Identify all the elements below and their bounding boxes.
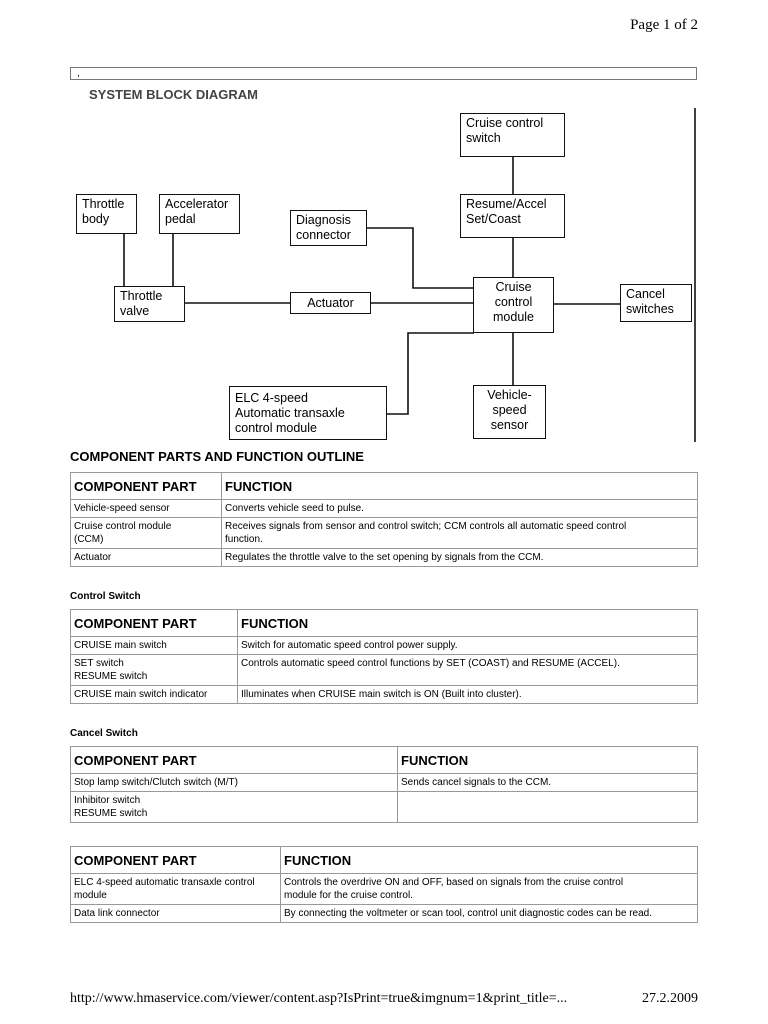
column-header: COMPONENT PART [71,473,222,500]
function-cell: Sends cancel signals to the CCM. [398,774,698,792]
footer-date: 27.2.2009 [642,991,698,1006]
column-header: COMPONENT PART [71,610,238,637]
component-cell: SET switch RESUME switch [71,655,238,686]
component-table-transaxle [70,846,698,923]
table-row [71,874,698,905]
section-title: COMPONENT PARTS AND FUNCTION OUTLINE [70,449,364,464]
function-cell: Controls automatic speed control functions by SET (COAST) and RESUME (ACCEL). [238,655,698,686]
function-cell: Controls the overdrive ON and OFF, based on signals from the cruise control module for the cruise control. [281,874,698,905]
connector-diagnosis-to-ccm [366,228,474,288]
table-header-row [71,747,698,774]
component-table-control-switch [70,609,698,704]
block-resume-accel: Resume/Accel Set/Coast [460,194,565,238]
subtitle-control-switch: Control Switch [70,591,141,602]
table-row [71,792,698,823]
block-accelerator-pedal: Accelerator pedal [159,194,240,234]
diagram-title: SYSTEM BLOCK DIAGRAM [89,87,258,102]
column-header: COMPONENT PART [71,847,281,874]
table-row [71,500,698,518]
table-row [71,655,698,686]
table-row [71,905,698,923]
component-table-main [70,472,698,567]
table-row [71,637,698,655]
component-cell: Vehicle-speed sensor [71,500,222,518]
block-actuator: Actuator [290,292,371,314]
function-cell: Converts vehicle seed to pulse. [222,500,698,518]
subtitle-cancel-switch: Cancel Switch [70,728,138,739]
component-cell: CRUISE main switch [71,637,238,655]
block-vehicle-speed-sensor: Vehicle- speed sensor [473,385,546,439]
function-cell: By connecting the voltmeter or scan tool, control unit diagnostic codes can be read. [281,905,698,923]
table-row [71,686,698,704]
table-row [71,549,698,567]
function-cell: Switch for automatic speed control power supply. [238,637,698,655]
connector-elc-to-ccm [386,333,474,414]
table-header-row [71,473,698,500]
component-cell: Inhibitor switch RESUME switch [71,792,398,823]
block-throttle-body: Throttle body [76,194,137,234]
table-row [71,518,698,549]
component-table-cancel-switch [70,746,698,823]
function-cell: Regulates the throttle valve to the set opening by signals from the CCM. [222,549,698,567]
table-row [71,774,698,792]
component-cell: CRUISE main switch indicator [71,686,238,704]
footer-url: http://www.hmaservice.com/viewer/content.asp?IsPrint=true&imgnum=1&print_title=... [70,991,568,1006]
function-cell: Illuminates when CRUISE main switch is ON (Built into cluster). [238,686,698,704]
table-header-row [71,610,698,637]
function-cell: Receives signals from sensor and control switch; CCM controls all automatic speed control function. [222,518,698,549]
column-header: COMPONENT PART [71,747,398,774]
block-cancel-switches: Cancel switches [620,284,692,322]
table-header-row [71,847,698,874]
column-header: FUNCTION [398,747,698,774]
block-cruise-control-module: Cruise control module [473,277,554,333]
component-cell: Stop lamp switch/Clutch switch (M/T) [71,774,398,792]
function-cell [398,792,698,823]
column-header: FUNCTION [238,610,698,637]
block-elc-transaxle-module: ELC 4-speed Automatic transaxle control module [229,386,387,440]
component-cell: Cruise control module (CCM) [71,518,222,549]
block-throttle-valve: Throttle valve [114,286,185,322]
column-header: FUNCTION [281,847,698,874]
column-header: FUNCTION [222,473,698,500]
document-title-bar: , [70,67,697,80]
component-cell: Data link connector [71,905,281,923]
block-diagnosis-connector: Diagnosis connector [290,210,367,246]
component-cell: Actuator [71,549,222,567]
component-cell: ELC 4-speed automatic transaxle control module [71,874,281,905]
block-cruise-control-switch: Cruise control switch [460,113,565,157]
page-number: Page 1 of 2 [630,17,698,33]
